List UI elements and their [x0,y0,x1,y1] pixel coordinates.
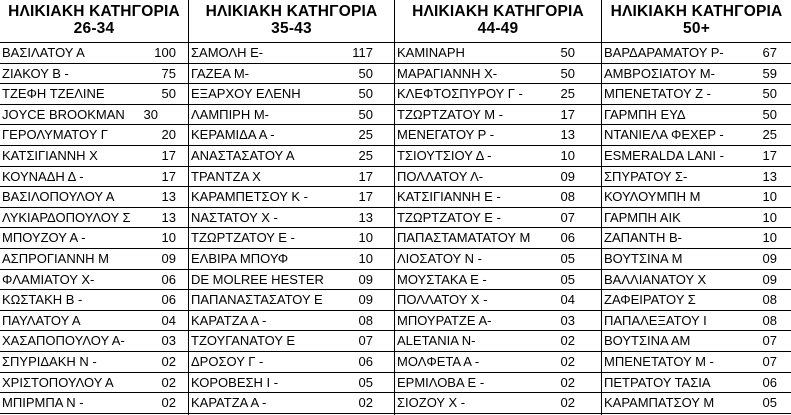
table-row [602,352,791,373]
athlete-score: 75 [161,65,176,81]
athlete-score: 17 [161,147,176,163]
athlete-score: 04 [161,312,176,328]
category-range: 35-43 [271,20,312,37]
athlete-name: ΤΖΩΡΤΖΑΤΟΥ Μ - [397,106,504,122]
athlete-score: 02 [560,374,575,390]
table-row [602,187,791,208]
athlete-score: 02 [560,333,575,349]
athlete-name: ΧΑΣΑΠΟΠΟΥΛΟΥ Α- [2,333,125,349]
athlete-score: 50 [560,65,575,81]
athlete-name: ΖΑΠΑΝΤΗ Β- [604,230,682,246]
athlete-score: 06 [762,374,777,390]
table-row [395,331,601,352]
athlete-score: 13 [161,189,176,205]
athlete-name: ΚΑΡΑΤΖΑ Α - [191,312,267,328]
athlete-name: ΒΑΡΔΑΡΑΜΑΤΟΥ Ρ- [604,45,724,60]
category-range: 50+ [683,20,710,37]
table-row [602,228,791,249]
athlete-name: ΒΑΛΛΙΑΝΑΤΟΥ Χ [604,271,707,287]
athlete-name: ΚΑΡΑΤΖΑ Α - [191,395,267,411]
table-row [602,43,791,64]
athlete-name: ΛΥΚΙΑΡΔΟΠΟΥΛΟΥ Σ [2,209,131,225]
athlete-name: ΚΑΡΑΜΠΕΤΣΟΥ Κ - [191,189,308,205]
athlete-score: 10 [762,230,777,246]
athlete-score: 02 [560,353,575,369]
table-row [0,125,188,146]
athlete-name: ΠΟΛΛΑΤΟΥ Χ - [397,292,488,308]
athlete-score: 04 [560,292,575,308]
athlete-score: 05 [560,271,575,287]
athlete-score: 05 [762,395,777,411]
athlete-name: ΜΠΟΥΡΑΤΖΕ Α- [397,312,492,328]
table-row [395,290,601,311]
table-row [395,84,601,105]
table-row [602,270,791,291]
athlete-score: 13 [161,209,176,225]
athlete-name: ΤΣΙΟΥΤΣΙΟΥ Δ - [397,147,492,163]
table-row [395,373,601,394]
table-row [189,84,394,105]
table-row [602,167,791,188]
table-row [189,290,394,311]
table-row [189,373,394,394]
athlete-name: ΠΟΛΛΑΤΟΥ Λ- [397,168,484,184]
athlete-name: ΝΤΑΝΙΕΛΑ ΦΕΧΕΡ - [604,127,724,143]
athlete-score: 07 [762,353,777,369]
table-row [189,270,394,291]
athlete-name: ΠΕΤΡΑΤΟΥ ΤΑΣΙΑ [604,374,711,390]
table-row [0,208,188,229]
table-row [395,228,601,249]
athlete-score: 13 [762,168,777,184]
athlete-name: ΓΕΡΟΛΥΜΑΤΟΥ Γ [2,127,108,143]
athlete-name: ΚΑΡΑΜΠΑΤΣΟΥ Μ [604,395,715,411]
table-row [395,146,601,167]
table-row [189,228,394,249]
athlete-score: 50 [161,86,176,102]
athlete-score: 07 [560,209,575,225]
athlete-score: 09 [358,271,373,287]
athlete-score: 17 [358,168,373,184]
athlete-score: 02 [161,395,176,411]
table-row [189,125,394,146]
table-row [602,393,791,414]
athlete-score: 20 [161,127,176,143]
athlete-name: ΒΑΣΙΛΟΠΟΥΛΟΥ Α [2,189,115,205]
athlete-name: ΓΑΖΕΑ Μ- [191,65,249,81]
athlete-name: ESMERALDA LANI - [604,147,724,163]
athlete-score: 07 [358,333,373,349]
athlete-score: 05 [358,374,373,390]
table-row [189,43,394,64]
athlete-score: 02 [358,395,373,411]
athlete-name: ΜΟΥΣΤΑΚΑ Ε - [397,271,487,287]
table-row [0,352,188,373]
table-row [602,208,791,229]
table-row [602,331,791,352]
table-row [0,311,188,332]
athlete-score: 100 [154,45,176,60]
athlete-score: 10 [358,230,373,246]
athlete-name: ΠΑΠΑΣΤΑΜΑΤΑΤΟΥ Μ [397,230,531,246]
athlete-name: ΛΑΜΠΙΡΗ Μ- [191,106,270,122]
athlete-score: 09 [560,168,575,184]
table-row [0,146,188,167]
athlete-name: ΤΡΑΝΤΖΑ Χ [191,168,261,184]
athlete-name: ΚΕΡΑΜΙΔΑ Α - [191,127,275,143]
athlete-name: ΣΙΟΖΟΥ Χ - [397,395,466,411]
table-row [0,43,188,64]
athlete-name: ΒΑΣΙΛΑΤΟΥ Α [2,45,85,60]
athlete-score: 17 [560,106,575,122]
athlete-name: ΜΠΕΝΕΤΑΤΟΥ Μ - [604,353,714,369]
table-row [0,187,188,208]
athlete-name: ΜΠΟΥΖΟΥ Α - [2,230,86,246]
category-column-26-34 [0,0,189,415]
table-row [0,105,188,126]
table-row [0,373,188,394]
table-row [0,290,188,311]
athlete-score: 17 [762,147,777,163]
athlete-name: ΚΟΥΝΑΔΗ Δ - [2,168,84,184]
category-header [602,0,791,43]
table-row [0,270,188,291]
category-title: ΗΛΙΚΙΑΚΗ ΚΑΤΗΓΟΡΙΑ [412,3,584,20]
athlete-name: ΜΠΙΡΜΠΑ Ν - [2,395,84,411]
athlete-score: 05 [560,250,575,266]
table-row [395,393,601,414]
athlete-name: JOYCE BROOKMAN [2,106,125,122]
athlete-name: ΚΑΤΣΙΓΙΑΝΝΗ Ε - [397,189,501,205]
category-range: 44-49 [477,20,519,37]
athlete-name: ΖΙΑΚΟΥ Β - [2,65,69,81]
athlete-score: 25 [358,127,373,143]
category-title: ΗΛΙΚΙΑΚΗ ΚΑΤΗΓΟΡΙΑ [610,3,783,20]
athlete-name: ΖΑΦΕΙΡΑΤΟΥ Σ [604,292,696,308]
table-row [395,125,601,146]
table-row [189,146,394,167]
athlete-name: ALETANIA N- [397,333,476,349]
athlete-name: ΑΝΑΣΤΑΣΑΤΟΥ Α [191,147,295,163]
table-row [602,373,791,394]
athlete-score: 08 [762,292,777,308]
athlete-score: 50 [762,106,777,122]
athlete-name: ΠΑΠΑΝΑΣΤΑΣΑΤΟΥ Ε [191,292,323,308]
athlete-score: 07 [762,333,777,349]
athlete-name: ΤΖΕΦΗ ΤΖΕΛΙΝΕ [2,86,105,102]
table-row [395,270,601,291]
athlete-name: ΒΟΥΤΣΙΝΑ ΑΜ [604,333,691,349]
athlete-name: ΣΠΥΡΙΔΑΚΗ Ν - [2,353,97,369]
athlete-score: 59 [762,65,777,81]
athlete-name: ΜΕΝΕΓΑΤΟΥ Ρ - [397,127,495,143]
table-row [189,393,394,414]
athlete-name: ΧΡΙΣΤΟΠΟΥΛΟΥ Α [2,374,114,390]
table-row [602,311,791,332]
table-row [602,146,791,167]
athlete-score: 02 [161,353,176,369]
athlete-score: 50 [358,65,373,81]
athlete-name: ΓΑΡΜΠΗ ΑΙΚ [604,209,681,225]
athlete-name: ΜΟΛΦΕΤΑ Α - [397,353,480,369]
athlete-score: 03 [161,333,176,349]
athlete-score: 10 [358,250,373,266]
table-row [0,84,188,105]
category-title: ΗΛΙΚΙΑΚΗ ΚΑΤΗΓΟΡΙΑ [205,3,378,20]
athlete-name: ΝΑΣΤΑΤΟΥ Χ - [191,209,278,225]
athlete-name: ΑΜΒΡΟΣΙΑΤΟΥ Μ- [604,65,715,81]
athlete-name: ΕΡΜΙΛΟΒΑ Ε - [397,374,485,390]
table-row [395,187,601,208]
athlete-score: 08 [358,312,373,328]
athlete-name: ΑΣΠΡΟΓΙΑΝΝΗ Μ [2,250,109,266]
table-row [602,290,791,311]
athlete-score: 09 [762,250,777,266]
athlete-name: ΜΑΡΑΓΙΑΝΝΗ Χ- [397,65,498,81]
athlete-score: 13 [560,127,575,143]
athlete-score: 02 [161,374,176,390]
table-row [189,331,394,352]
table-row [395,352,601,373]
athlete-score: 10 [560,147,575,163]
athlete-name: ΚΟΥΛΟΥΜΠΗ Μ [604,189,701,205]
athlete-score: 50 [358,86,373,102]
athlete-score: 17 [161,168,176,184]
athlete-score: 06 [358,353,373,369]
athlete-name: DE MOLREE HESTER [191,271,324,287]
table-row [189,249,394,270]
athlete-name: ΚΛΕΦΤΟΣΠΥΡΟΥ Γ - [397,86,523,102]
category-header [0,0,188,43]
table-row [0,228,188,249]
athlete-name: ΣΠΥΡΑΤΟΥ Σ- [604,168,688,184]
table-row [395,43,601,64]
athlete-score: 10 [762,209,777,225]
category-column-44-49 [395,0,602,415]
category-title: ΗΛΙΚΙΑΚΗ ΚΑΤΗΓΟΡΙΑ [8,3,180,20]
athlete-score: 09 [358,292,373,308]
athlete-name: ΤΖΩΡΤΖΑΤΟΥ Ε - [397,209,501,225]
athlete-name: ΔΡΟΣΟΥ Γ - [191,353,264,369]
table-row [189,64,394,85]
athlete-name: ΓΑΡΜΠΗ ΕΥΔ [604,106,686,122]
athlete-name: ΤΖΟΥΓΑΝΑΤΟΥ Ε [191,333,296,349]
table-row [602,125,791,146]
athlete-name: ΚΑΤΣΙΓΙΑΝΝΗ Χ [2,147,98,163]
athlete-name: ΤΖΩΡΤΖΑΤΟΥ Ε - [191,230,295,246]
table-row [395,167,601,188]
athlete-name: ΕΛΒΙΡΑ ΜΠΟΥΦ [191,250,289,266]
athlete-score: 06 [161,271,176,287]
table-row [602,105,791,126]
athlete-name: ΚΟΡΟΒΕΣΗ Ι - [191,374,279,390]
table-row [0,393,188,414]
table-row [189,187,394,208]
athlete-score: 50 [358,106,373,122]
table-row [602,249,791,270]
athlete-name: ΜΠΕΝΕΤΑΤΟΥ Ζ - [604,86,711,102]
athlete-name: ΚΩΣΤΑΚΗ Β - [2,292,83,308]
athlete-name: ΣΑΜΟΛΗ Ε- [191,45,264,60]
athlete-score: 13 [358,209,373,225]
athlete-name: ΒΟΥΤΣΙΝΑ Μ [604,250,683,266]
athlete-score: 08 [762,312,777,328]
table-row [189,208,394,229]
athlete-score: 17 [358,189,373,205]
athlete-score: 08 [560,189,575,205]
table-row [0,249,188,270]
athlete-score: 50 [762,86,777,102]
athlete-name: ΕΞΑΡΧΟΥ ΕΛΕΝΗ [191,86,301,102]
table-row [0,331,188,352]
table-row [0,64,188,85]
athlete-name: ΦΛΑΜΙΑΤΟΥ Χ- [2,271,95,287]
athlete-score: 67 [762,45,777,60]
athlete-name: ΠΑΥΛΑΤΟΥ Α [2,312,81,328]
athlete-score: 50 [560,45,575,60]
category-header [189,0,394,43]
athlete-score: 117 [352,45,373,60]
athlete-name: ΛΙΟΣΑΤΟΥ Ν - [397,250,482,266]
table-row [395,105,601,126]
category-range: 26-34 [73,20,115,37]
athlete-name: ΠΑΠΑΛΕΞΑΤΟΥ Ι [604,312,707,328]
table-row [0,167,188,188]
category-header [395,0,601,43]
athlete-score: 25 [762,127,777,143]
athlete-score: 06 [161,292,176,308]
athlete-score: 03 [560,312,575,328]
athlete-score: 10 [161,230,176,246]
table-row [395,249,601,270]
table-row [395,208,601,229]
table-row [189,311,394,332]
athlete-score: 30 [143,106,158,122]
table-row [602,84,791,105]
athlete-score: 02 [560,395,575,411]
table-row [189,167,394,188]
athlete-score: 10 [762,189,777,205]
table-row [395,64,601,85]
athlete-score: 25 [358,147,373,163]
athlete-name: ΚΑΜΙΝΑΡΗ [397,45,465,60]
table-row [395,311,601,332]
athlete-score: 09 [161,250,176,266]
athlete-score: 09 [762,271,777,287]
table-row [602,64,791,85]
category-column-50-plus [602,0,791,415]
category-column-35-43 [189,0,395,415]
table-row [189,352,394,373]
table-row [189,105,394,126]
athlete-score: 25 [560,86,575,102]
athlete-score: 06 [560,230,575,246]
